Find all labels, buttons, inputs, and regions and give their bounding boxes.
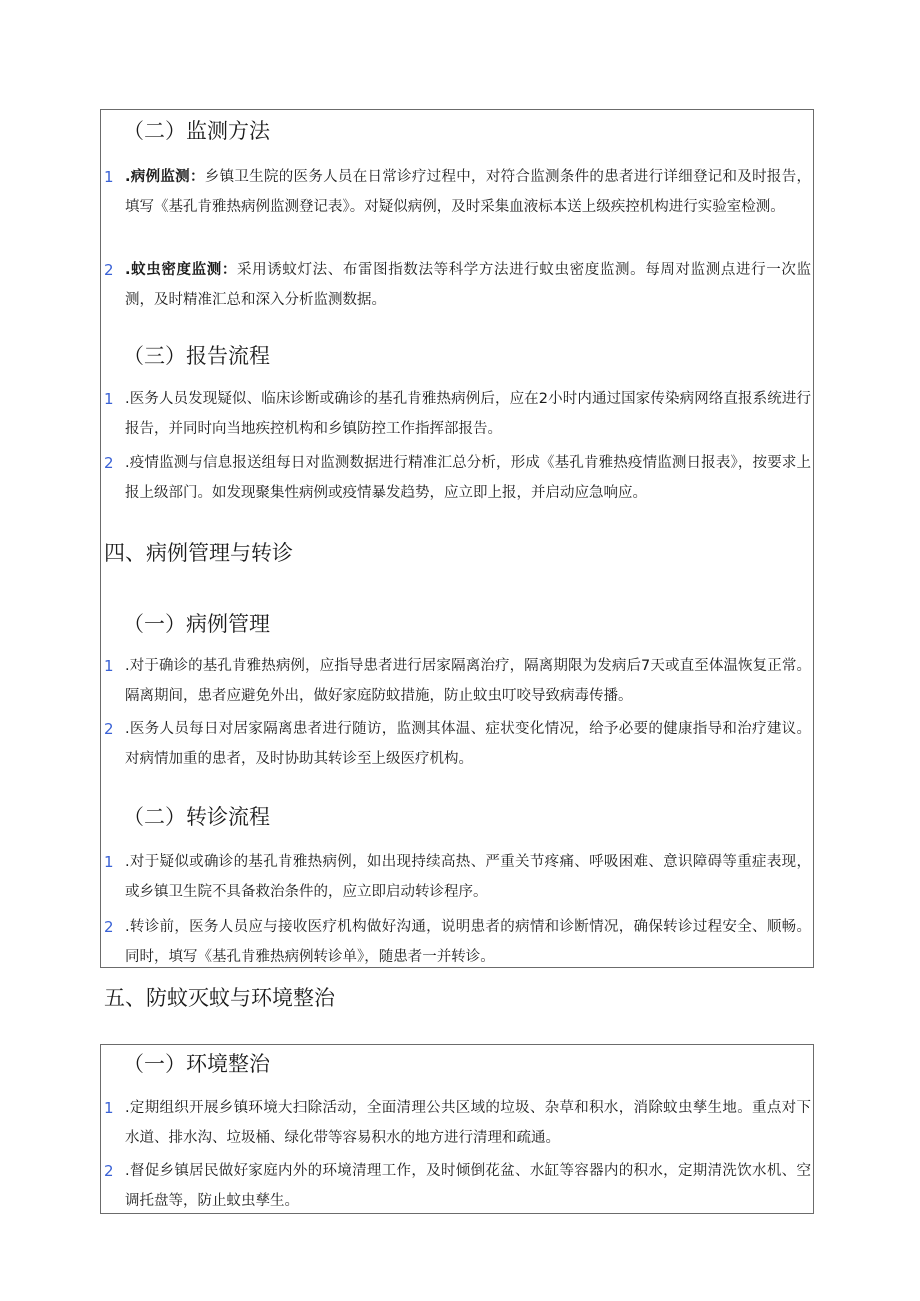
item-lead: .蚊虫密度监测： <box>125 262 237 278</box>
item-number: 1 <box>104 168 114 186</box>
item-number: 1 <box>104 657 114 675</box>
item-body: 乡镇卫生院的医务人员在日常诊疗过程中，对符合监测条件的患者进行详细登记和及时报告，填写《基孔肯雅热病例监测登记表》。对疑似病例，及时采集血液标本送上级疾控机构进行实验室检测。 <box>125 169 812 215</box>
heading-monitor-methods: （二）监测方法 <box>123 119 270 143</box>
heading-environment: （一）环境整治 <box>123 1052 270 1076</box>
item-number: 1 <box>104 1099 114 1117</box>
heading-section-4: 四、病例管理与转诊 <box>104 541 293 565</box>
item-body: .转诊前，医务人员应与接收医疗机构做好沟通，说明患者的病情和诊断情况，确保转诊过程安全、顺畅。同时，填写《基孔肯雅热病例转诊单》，随患者一并转诊。 <box>125 919 811 965</box>
item-text <box>125 162 811 222</box>
item-body: .对于疑似或确诊的基孔肯雅热病例，如出现持续高热、严重关节疼痛、呼吸困难、意识障碍等重症表现，或乡镇卫生院不具备救治条件的，应立即启动转诊程序。 <box>125 854 811 900</box>
item-number: 1 <box>104 853 114 871</box>
item-body: .定期组织开展乡镇环境大扫除活动，全面清理公共区域的垃圾、杂草和积水，消除蚊虫孳生地。重点对下水道、排水沟、垃圾桶、绿化带等容易积水的地方进行清理和疏通。 <box>125 1100 811 1146</box>
item-number: 2 <box>104 261 114 279</box>
item-body: .督促乡镇居民做好家庭内外的环境清理工作，及时倾倒花盆、水缸等容器内的积水，定期清洗饮水机、空调托盘等，防止蚊虫孳生。 <box>125 1163 811 1209</box>
item-number: 1 <box>104 390 114 408</box>
heading-report-process: （三）报告流程 <box>123 344 270 368</box>
item-number: 2 <box>104 1162 114 1180</box>
item-body: .疫情监测与信息报送组每日对监测数据进行精准汇总分析，形成《基孔肯雅热疫情监测日报表》，按要求上报上级部门。如发现聚集性病例或疫情暴发趋势，应立即上报，并启动应急响应。 <box>125 455 811 501</box>
item-number: 2 <box>104 454 114 472</box>
heading-referral-process: （二）转诊流程 <box>123 805 270 829</box>
item-number: 2 <box>104 918 114 936</box>
content-box-monitoring <box>100 109 814 968</box>
item-body: .医务人员发现疑似、临床诊断或确诊的基孔肯雅热病例后，应在2小时内通过国家传染病网络直报系统进行报告，并同时向当地疾控机构和乡镇防控工作指挥部报告。 <box>125 391 811 437</box>
item-text <box>125 255 811 315</box>
item-lead: .病例监测： <box>125 169 205 185</box>
item-body: 采用诱蚊灯法、布雷图指数法等科学方法进行蚊虫密度监测。每周对监测点进行一次监测，及时精准汇总和深入分析监测数据。 <box>125 262 811 308</box>
heading-case-management: （一）病例管理 <box>123 612 270 636</box>
item-body: .对于确诊的基孔肯雅热病例，应指导患者进行居家隔离治疗，隔离期限为发病后7天或直至体温恢复正常。隔离期间，患者应避免外出，做好家庭防蚊措施，防止蚊虫叮咬导致病毒传播。 <box>125 658 811 704</box>
item-body: .医务人员每日对居家隔离患者进行随访，监测其体温、症状变化情况，给予必要的健康指导和治疗建议。对病情加重的患者，及时协助其转诊至上级医疗机构。 <box>125 721 811 767</box>
content-box-environment <box>100 1044 814 1214</box>
item-number: 2 <box>104 720 114 738</box>
heading-section-5: 五、防蚊灭蚊与环境整治 <box>104 986 335 1010</box>
